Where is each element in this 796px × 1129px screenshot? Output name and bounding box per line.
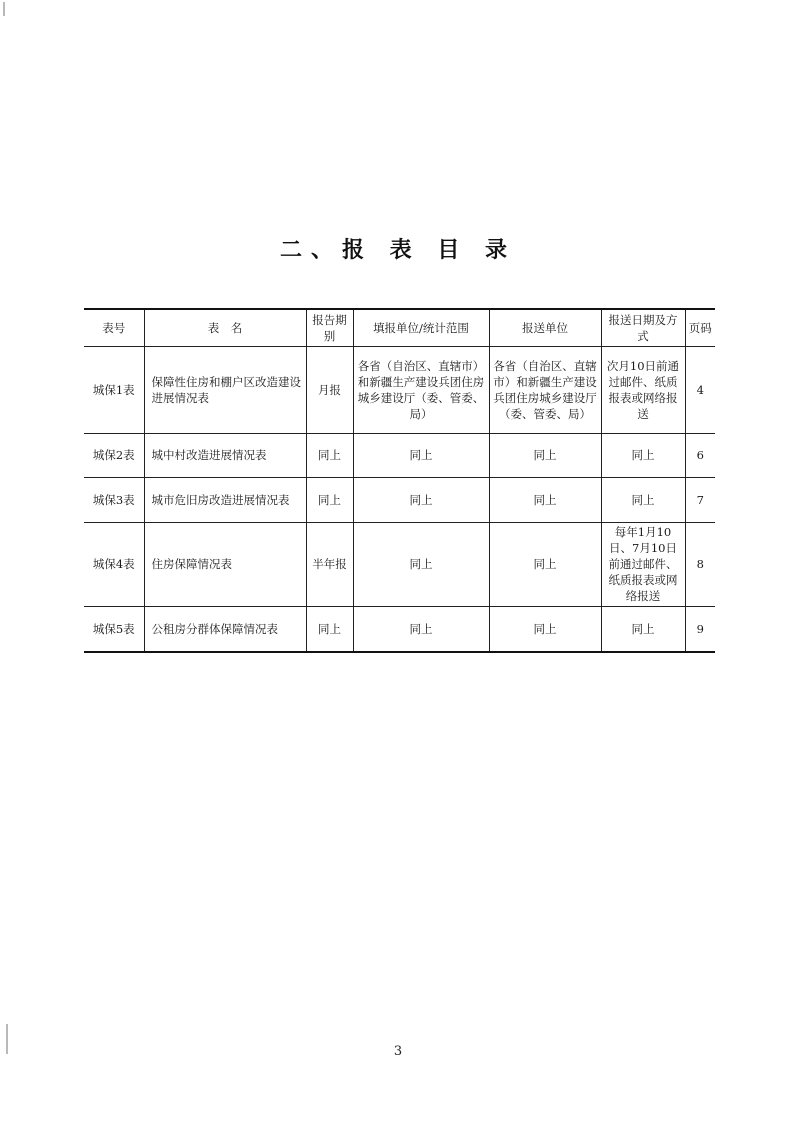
cell-scope: 各省（自治区、直辖市）和新疆生产建设兵团住房城乡建设厅（委、管委、局） bbox=[353, 346, 489, 433]
cell-page: 9 bbox=[685, 606, 715, 652]
cell-period: 同上 bbox=[306, 433, 353, 477]
cell-scope: 同上 bbox=[353, 477, 489, 522]
cell-page: 4 bbox=[685, 346, 715, 433]
cell-table-no: 城保1表 bbox=[84, 346, 144, 433]
table-row bbox=[84, 522, 715, 606]
table-row bbox=[84, 346, 715, 433]
header-recipient: 报送单位 bbox=[489, 309, 601, 346]
cell-period: 半年报 bbox=[306, 522, 353, 606]
cell-scope: 同上 bbox=[353, 606, 489, 652]
table-row bbox=[84, 606, 715, 652]
cell-method: 每年1月10日、7月10日前通过邮件、纸质报表或网络报送 bbox=[601, 522, 685, 606]
header-table-no: 表号 bbox=[84, 309, 144, 346]
cell-method: 同上 bbox=[601, 606, 685, 652]
header-table-name: 表 名 bbox=[144, 309, 306, 346]
header-period: 报告期别 bbox=[306, 309, 353, 346]
cell-recipient: 同上 bbox=[489, 477, 601, 522]
cell-table-name: 公租房分群体保障情况表 bbox=[144, 606, 306, 652]
cell-period: 月报 bbox=[306, 346, 353, 433]
page-title: 二、报 表 目 录 bbox=[280, 238, 516, 263]
cell-recipient: 同上 bbox=[489, 433, 601, 477]
cell-table-name: 城中村改造进展情况表 bbox=[144, 433, 306, 477]
cell-period: 同上 bbox=[306, 477, 353, 522]
cell-scope: 同上 bbox=[353, 433, 489, 477]
table-row bbox=[84, 433, 715, 477]
cell-method: 同上 bbox=[601, 433, 685, 477]
cell-table-no: 城保2表 bbox=[84, 433, 144, 477]
cell-page: 7 bbox=[685, 477, 715, 522]
cell-table-name: 城市危旧房改造进展情况表 bbox=[144, 477, 306, 522]
cell-page: 8 bbox=[685, 522, 715, 606]
cell-table-no: 城保3表 bbox=[84, 477, 144, 522]
scan-edge-mark-top bbox=[3, 2, 5, 16]
cell-page: 6 bbox=[685, 433, 715, 477]
cell-table-no: 城保5表 bbox=[84, 606, 144, 652]
cell-scope: 同上 bbox=[353, 522, 489, 606]
page-number: 3 bbox=[393, 1044, 403, 1059]
cell-method: 同上 bbox=[601, 477, 685, 522]
table-header-row bbox=[84, 309, 715, 346]
cell-table-name: 住房保障情况表 bbox=[144, 522, 306, 606]
cell-recipient: 同上 bbox=[489, 522, 601, 606]
cell-recipient: 各省（自治区、直辖市）和新疆生产建设兵团住房城乡建设厅（委、管委、局） bbox=[489, 346, 601, 433]
report-catalog-table bbox=[84, 308, 715, 653]
cell-table-name: 保障性住房和棚户区改造建设进展情况表 bbox=[144, 346, 306, 433]
cell-recipient: 同上 bbox=[489, 606, 601, 652]
cell-table-no: 城保4表 bbox=[84, 522, 144, 606]
table-row bbox=[84, 477, 715, 522]
cell-method: 次月10日前通过邮件、纸质报表或网络报送 bbox=[601, 346, 685, 433]
cell-period: 同上 bbox=[306, 606, 353, 652]
header-method: 报送日期及方式 bbox=[601, 309, 685, 346]
header-page: 页码 bbox=[685, 309, 715, 346]
header-scope: 填报单位/统计范围 bbox=[353, 309, 489, 346]
